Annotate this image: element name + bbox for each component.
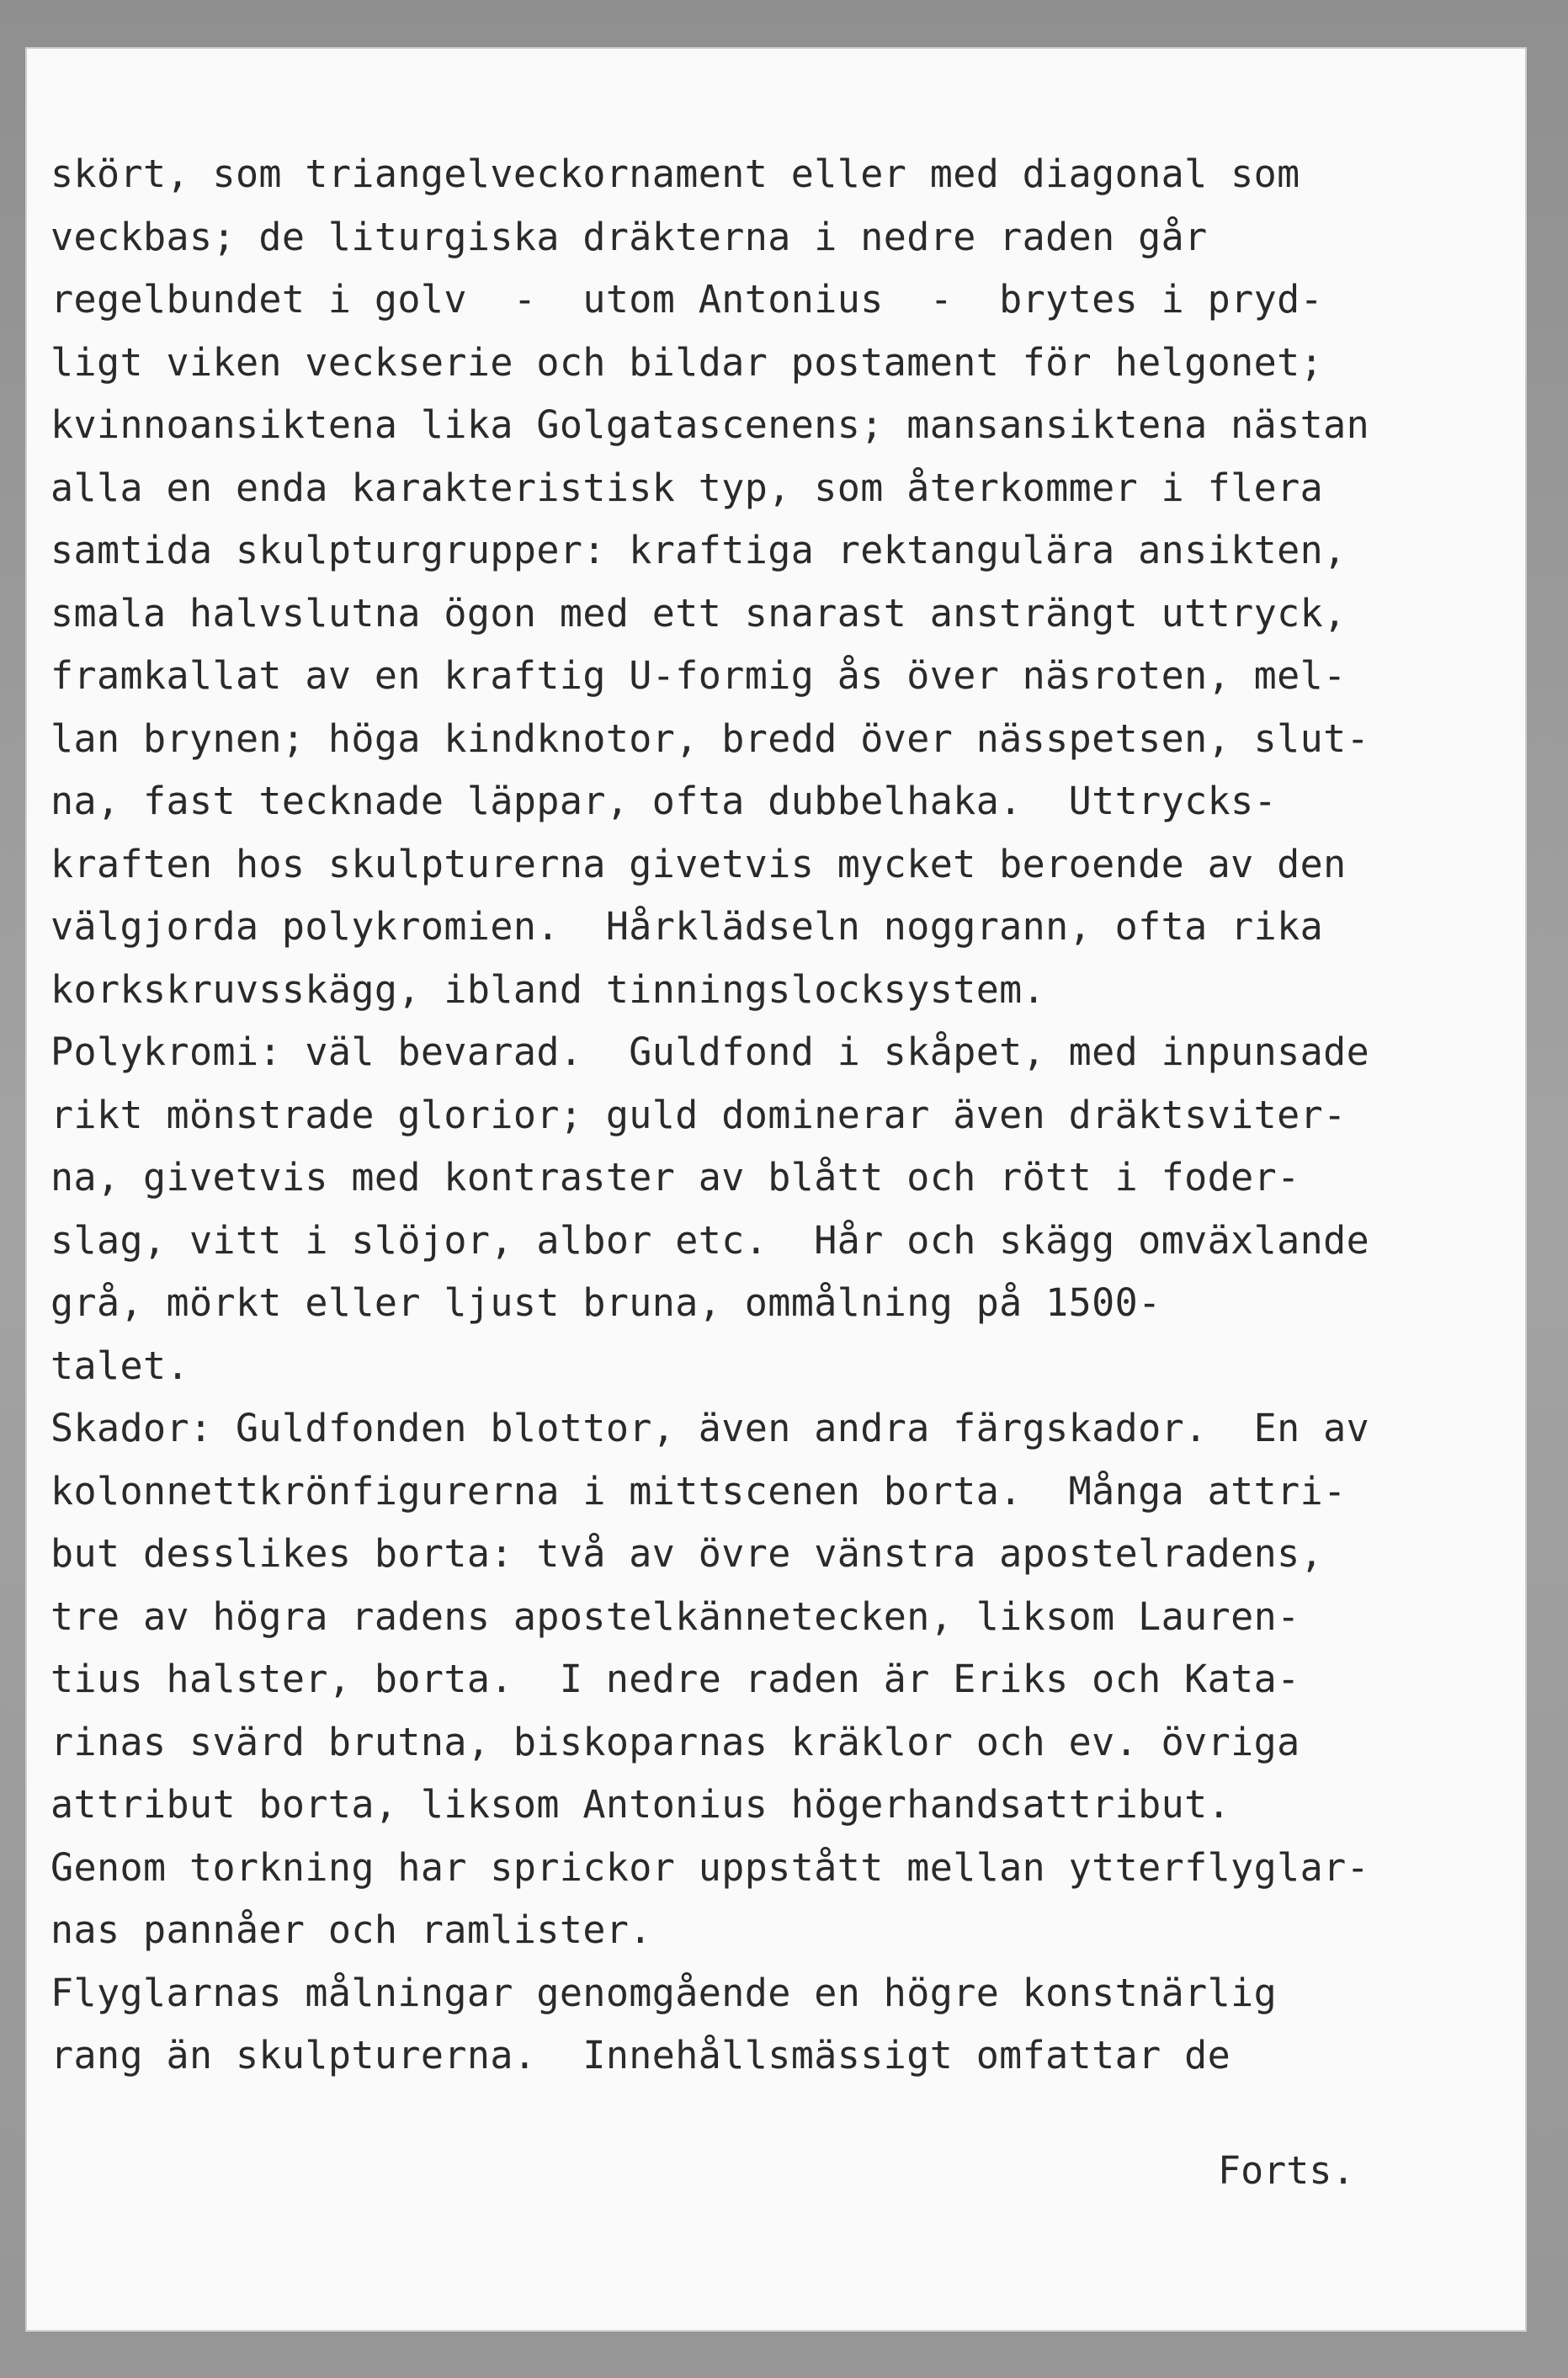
text-line: alla en enda karakteristisk typ, som återkommer i flera	[50, 465, 1324, 510]
text-line: talet.	[50, 1343, 189, 1388]
text-line: kolonnettkrönfigurerna i mittscenen borta. Många attri-	[50, 1468, 1347, 1514]
text-line: veckbas; de liturgiska dräkterna i nedre raden går	[50, 214, 1208, 259]
text-line: Flyglarnas målningar genomgående en högre konstnärlig	[50, 1970, 1278, 2015]
text-line: samtida skulpturgrupper: kraftiga rektangulära ansikten,	[50, 528, 1347, 572]
text-line: but desslikes borta: två av övre vänstra apostelradens,	[50, 1531, 1324, 1576]
text-line: na, givetvis med kontraster av blått och rött i foder-	[50, 1155, 1300, 1200]
typed-text-block	[50, 143, 1515, 2088]
text-line: rang än skulpturerna. Innehållsmässigt omfattar de	[50, 2033, 1231, 2077]
text-line: kvinnoansiktena lika Golgatascenens; mansansiktena nästan	[50, 402, 1370, 447]
text-line: na, fast tecknade läppar, ofta dubbelhaka. Uttrycks-	[50, 779, 1278, 823]
text-line: rinas svärd brutna, biskoparnas kräklor och ev. övriga	[50, 1719, 1300, 1764]
text-line: rikt mönstrade glorior; guld dominerar även dräktsviter-	[50, 1092, 1347, 1137]
text-line: tius halster, borta. I nedre raden är Eriks och Kata-	[50, 1657, 1300, 1701]
text-line: tre av högra radens apostelkännetecken, liksom Lauren-	[50, 1593, 1300, 1639]
text-line: lan brynen; höga kindknotor, bredd över nässpetsen, slut-	[50, 716, 1370, 761]
text-line: nas pannåer och ramlister.	[50, 1907, 652, 1952]
text-line: korkskruvsskägg, ibland tinningslocksystem.	[50, 966, 1046, 1012]
index-card	[27, 49, 1525, 2330]
text-line: smala halvslutna ögon med ett snarast ansträngt uttryck,	[50, 590, 1347, 636]
text-line: framkallat av en kraftig U-formig ås över näsroten, mel-	[50, 653, 1347, 698]
text-line: skört, som triangelveckornament eller med diagonal som	[50, 152, 1300, 196]
text-line: ligt viken veckserie och bildar postament för helgonet;	[50, 339, 1324, 385]
text-line: Genom torkning har sprickor uppstått mellan ytterflyglar-	[50, 1844, 1370, 1890]
text-line: välgjorda polykromien. Hårklädseln noggrann, ofta rika	[50, 904, 1324, 949]
text-line: slag, vitt i slöjor, albor etc. Hår och skägg omväxlande	[50, 1217, 1370, 1263]
text-line: kraften hos skulpturerna givetvis mycket beroende av den	[50, 841, 1347, 886]
continuation-note: Forts.	[1218, 2148, 1355, 2193]
text-line: Polykromi: väl bevarad. Guldfond i skåpet, med inpunsade	[50, 1029, 1370, 1074]
text-line: regelbundet i golv - utom Antonius - brytes i pryd-	[50, 277, 1324, 322]
text-line: grå, mörkt eller ljust bruna, ommålning på 1500-	[50, 1280, 1161, 1325]
text-line: attribut borta, liksom Antonius högerhandsattribut.	[50, 1782, 1231, 1827]
text-line: Skador: Guldfonden blottor, även andra färgskador. En av	[50, 1406, 1370, 1450]
